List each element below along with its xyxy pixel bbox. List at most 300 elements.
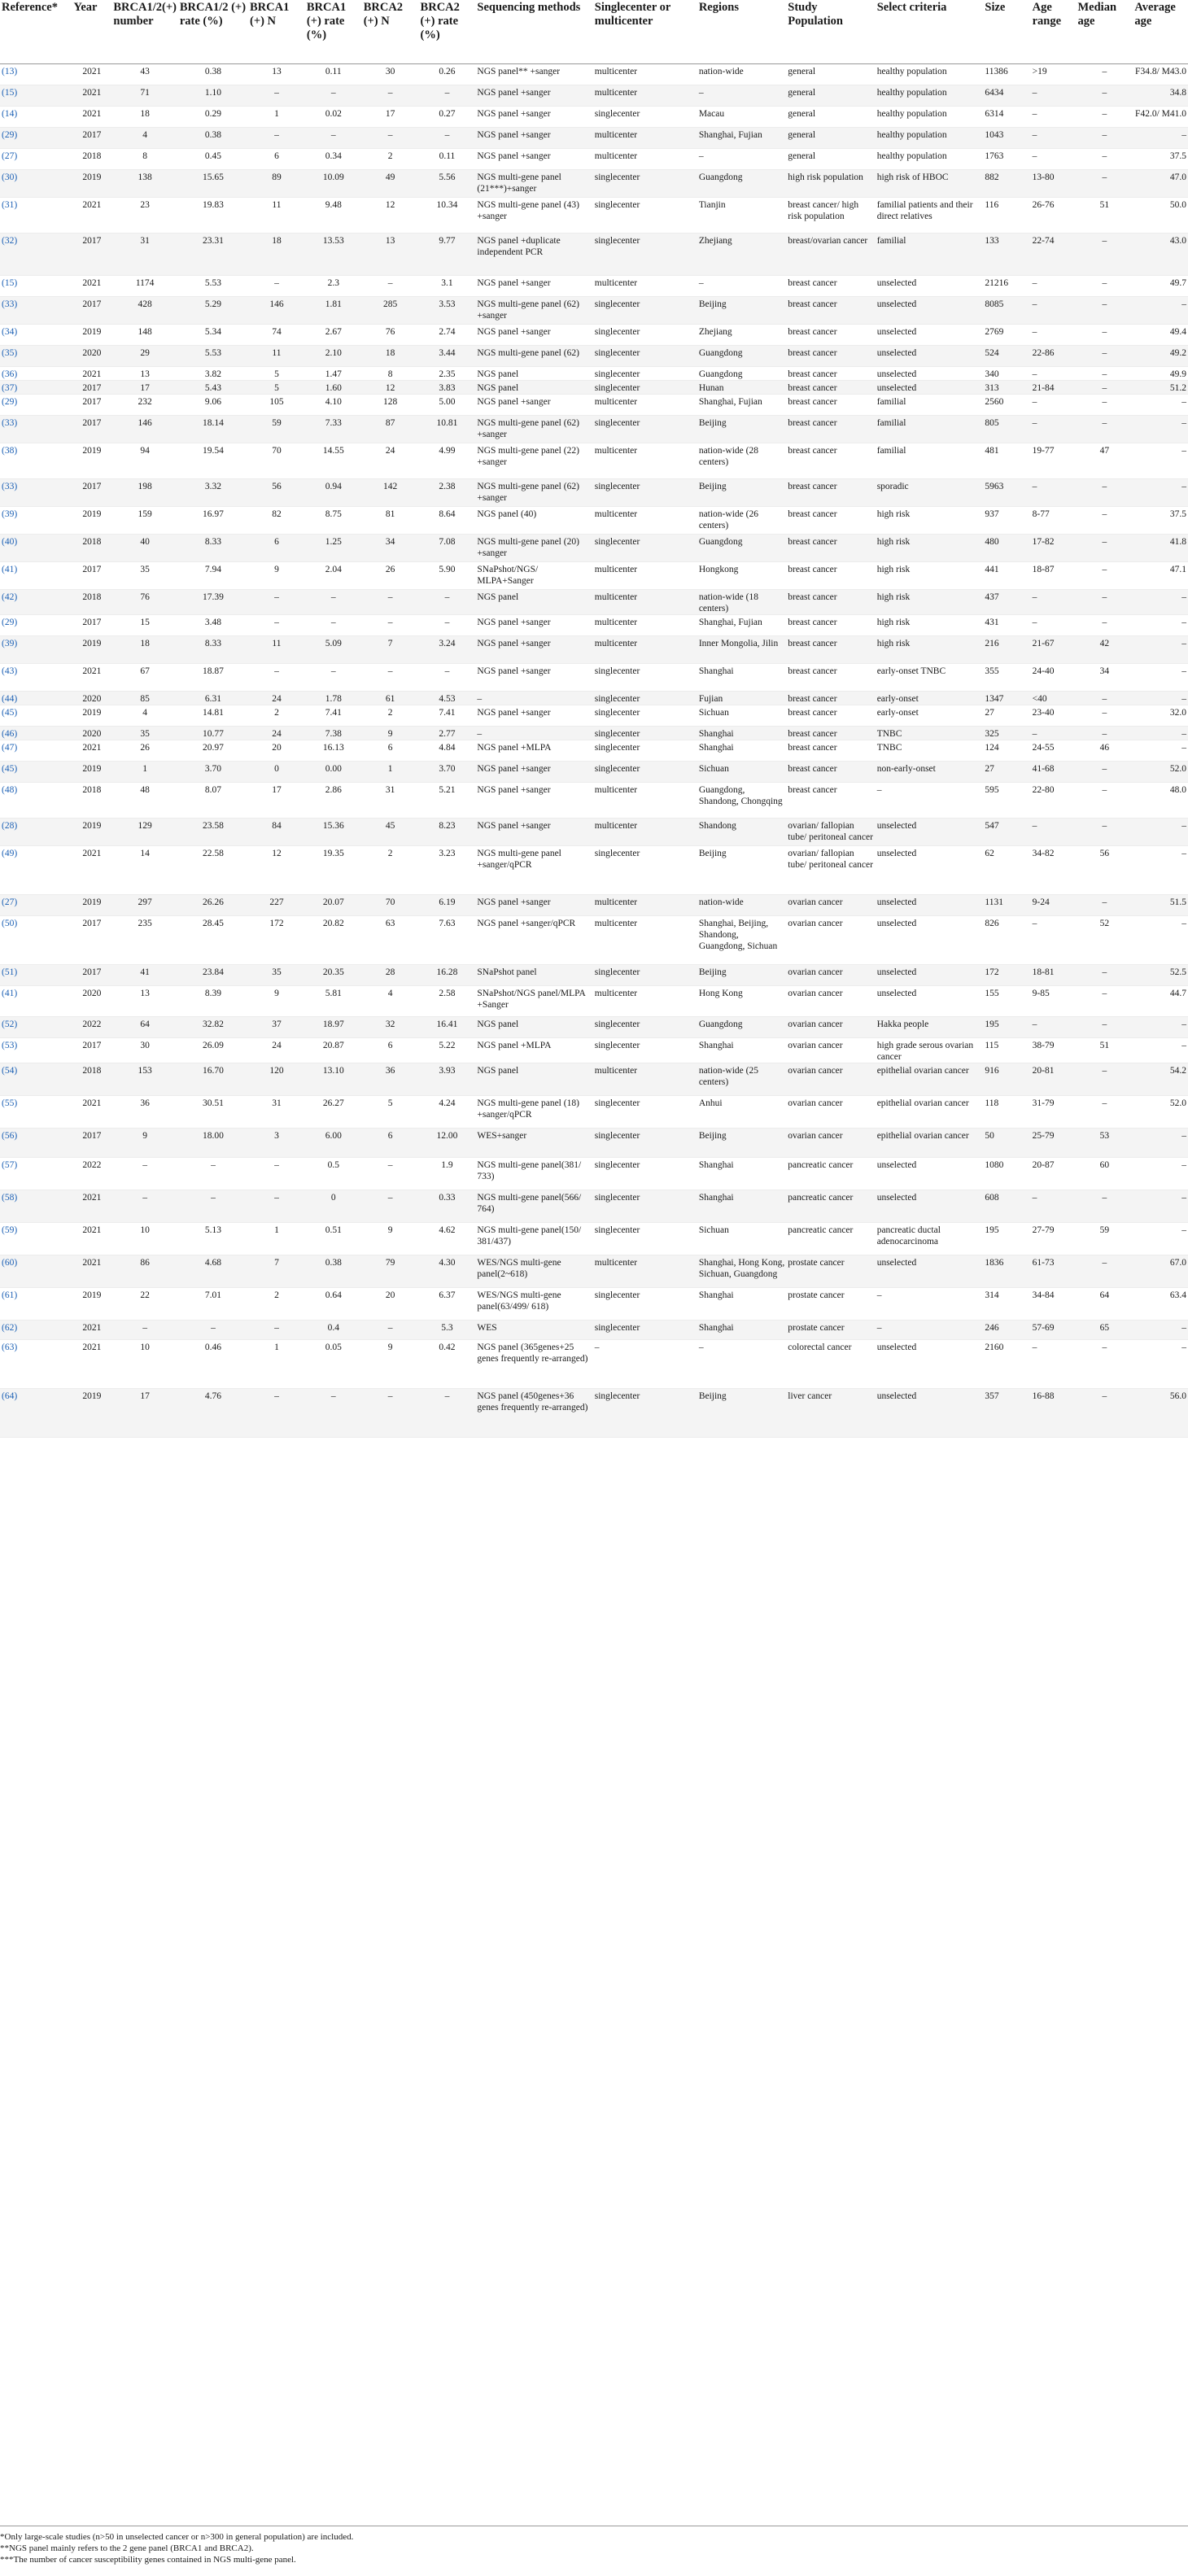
cell-reference-link[interactable]: (56) [0,1128,72,1157]
cell-reference-link[interactable]: (45) [0,761,72,782]
cell-brca1-rate: 1.78 [305,691,362,705]
cell-reference-link[interactable]: (27) [0,894,72,915]
cell-sequencing-method: NGS panel +sanger [475,394,592,415]
cell-region: Anhui [697,1095,786,1128]
cell-study-population: breast cancer [786,345,875,366]
cell-center-type: singlecenter [593,233,697,275]
cell-reference-link[interactable]: (39) [0,635,72,663]
cell-center-type: singlecenter [593,964,697,985]
table-row [0,506,1188,534]
cell-brca2-n: 12 [362,380,419,394]
cell-age-range: – [1031,324,1077,345]
cell-median-age: – [1076,169,1133,197]
cell-brca2-rate: 4.62 [419,1222,476,1255]
cell-brca12-rate: 3.82 [178,366,248,380]
cell-reference-link[interactable]: (32) [0,233,72,275]
cell-reference-link[interactable]: (33) [0,478,72,506]
cell-brca12-rate: 18.14 [178,415,248,443]
cell-size: 805 [983,415,1030,443]
cell-sequencing-method: NGS panel [475,589,592,614]
cell-reference-link[interactable]: (54) [0,1063,72,1095]
cell-reference-link[interactable]: (29) [0,614,72,635]
cell-size: 6434 [983,85,1030,106]
cell-study-population: breast cancer [786,415,875,443]
cell-average-age: – [1133,726,1188,740]
cell-median-age: – [1076,366,1133,380]
cell-brca1-n: 20 [248,740,305,761]
cell-average-age: 49.4 [1133,324,1188,345]
table-row [0,296,1188,324]
cell-brca12-rate: 8.33 [178,534,248,561]
cell-reference-link[interactable]: (44) [0,691,72,705]
cell-sequencing-method: NGS multi-gene panel +sanger/qPCR [475,845,592,894]
cell-brca1-rate: – [305,614,362,635]
cell-brca2-rate: 16.41 [419,1016,476,1037]
cell-age-range: <40 [1031,691,1077,705]
cell-brca2-n: – [362,1190,419,1222]
cell-age-range: – [1031,589,1077,614]
cell-brca12-number: 17 [111,1388,177,1437]
cell-sequencing-method: NGS panel** +sanger [475,63,592,85]
cell-year: 2021 [72,740,111,761]
cell-brca1-n: 2 [248,705,305,726]
header-brca2-rate: BRCA2 (+) rate (%) [419,0,476,63]
cell-year: 2019 [72,1388,111,1437]
cell-center-type: multicenter [593,394,697,415]
cell-average-age: – [1133,635,1188,663]
cell-region: Shanghai [697,1287,786,1320]
cell-brca2-rate: – [419,1388,476,1437]
cell-year: 2017 [72,1128,111,1157]
cell-sequencing-method: NGS multi-gene panel (62) +sanger [475,296,592,324]
cell-reference-link[interactable]: (53) [0,1037,72,1063]
cell-average-age: 67.0 [1133,1255,1188,1287]
cell-age-range: 57-69 [1031,1320,1077,1339]
cell-brca12-number: – [111,1157,177,1190]
cell-center-type: multicenter [593,635,697,663]
cell-study-population: colorectal cancer [786,1339,875,1388]
cell-sequencing-method: NGS panel (40) [475,506,592,534]
cell-year: 2017 [72,1037,111,1063]
cell-study-population: pancreatic cancer [786,1222,875,1255]
cell-brca2-n: – [362,614,419,635]
cell-brca1-n: 9 [248,561,305,589]
cell-sequencing-method: NGS panel +MLPA [475,740,592,761]
cell-size: 172 [983,964,1030,985]
cell-center-type: multicenter [593,614,697,635]
cell-reference-link[interactable]: (61) [0,1287,72,1320]
cell-center-type: multicenter [593,443,697,478]
cell-reference-link[interactable]: (47) [0,740,72,761]
cell-center-type: singlecenter [593,1190,697,1222]
table-row [0,894,1188,915]
cell-age-range: – [1031,106,1077,127]
cell-brca12-rate: 23.58 [178,818,248,845]
cell-study-population: prostate cancer [786,1287,875,1320]
cell-region: Beijing [697,415,786,443]
cell-sequencing-method: NGS panel +sanger [475,127,592,148]
cell-brca1-n: 120 [248,1063,305,1095]
cell-sequencing-method: WES [475,1320,592,1339]
cell-center-type: singlecenter [593,380,697,394]
table-row [0,589,1188,614]
cell-reference-link[interactable]: (29) [0,394,72,415]
cell-brca2-n: – [362,663,419,691]
cell-center-type: singlecenter [593,415,697,443]
cell-size: 5963 [983,478,1030,506]
cell-brca1-n: 13 [248,63,305,85]
cell-median-age: – [1076,726,1133,740]
cell-select-criteria: epithelial ovarian cancer [876,1095,984,1128]
cell-median-age: 42 [1076,635,1133,663]
cell-average-age: 50.0 [1133,197,1188,233]
cell-reference-link[interactable]: (50) [0,915,72,964]
cell-reference-link[interactable]: (38) [0,443,72,478]
cell-reference-link[interactable]: (27) [0,148,72,169]
cell-size: 608 [983,1190,1030,1222]
cell-brca1-n: – [248,275,305,296]
cell-sequencing-method: NGS panel +sanger [475,275,592,296]
cell-age-range: 27-79 [1031,1222,1077,1255]
cell-brca12-number: 153 [111,1063,177,1095]
cell-brca12-number: 8 [111,148,177,169]
cell-reference-link[interactable]: (42) [0,589,72,614]
cell-region: Shanghai, Beijing, Shandong, Guangdong, Sichuan [697,915,786,964]
cell-median-age: – [1076,589,1133,614]
header-regions: Regions [697,0,786,63]
cell-age-range: 8-77 [1031,506,1077,534]
cell-brca2-rate: 4.99 [419,443,476,478]
cell-select-criteria: unselected [876,985,984,1016]
cell-center-type: singlecenter [593,296,697,324]
cell-region: Shandong [697,818,786,845]
cell-sequencing-method: NGS panel +sanger [475,663,592,691]
cell-brca1-n: 6 [248,148,305,169]
cell-reference-link[interactable]: (37) [0,380,72,394]
cell-reference-link[interactable]: (39) [0,506,72,534]
cell-select-criteria: – [876,782,984,818]
cell-sequencing-method: NGS panel +sanger/qPCR [475,915,592,964]
cell-size: 441 [983,561,1030,589]
table-row [0,148,1188,169]
cell-select-criteria: sporadic [876,478,984,506]
cell-brca12-rate: 8.07 [178,782,248,818]
cell-age-range: 26-76 [1031,197,1077,233]
cell-reference-link[interactable]: (15) [0,85,72,106]
cell-median-age: – [1076,127,1133,148]
cell-reference-link[interactable]: (31) [0,197,72,233]
cell-brca1-n: – [248,589,305,614]
cell-select-criteria: familial patients and their direct relatives [876,197,984,233]
cell-reference-link[interactable]: (43) [0,663,72,691]
cell-size: 27 [983,761,1030,782]
cell-reference-link[interactable]: (55) [0,1095,72,1128]
cell-year: 2017 [72,614,111,635]
cell-region: nation-wide (26 centers) [697,506,786,534]
cell-average-age: F34.8/ M43.0 [1133,63,1188,85]
cell-reference-link[interactable]: (57) [0,1157,72,1190]
cell-reference-link[interactable]: (28) [0,818,72,845]
cell-brca2-n: 28 [362,964,419,985]
table-row [0,478,1188,506]
cell-median-age: 53 [1076,1128,1133,1157]
cell-region: nation-wide (18 centers) [697,589,786,614]
cell-reference-link[interactable]: (29) [0,127,72,148]
cell-age-range: 34-84 [1031,1287,1077,1320]
cell-center-type: multicenter [593,894,697,915]
cell-select-criteria: unselected [876,1190,984,1222]
cell-center-type: multicenter [593,127,697,148]
cell-reference-link[interactable]: (35) [0,345,72,366]
cell-reference-link[interactable]: (49) [0,845,72,894]
cell-year: 2017 [72,478,111,506]
cell-year: 2021 [72,845,111,894]
cell-brca12-rate: 3.32 [178,478,248,506]
cell-brca1-rate: 2.86 [305,782,362,818]
cell-brca2-n: – [362,127,419,148]
cell-sequencing-method: NGS panel +sanger [475,705,592,726]
cell-year: 2019 [72,1287,111,1320]
cell-average-age: – [1133,443,1188,478]
cell-year: 2017 [72,415,111,443]
cell-center-type: singlecenter [593,740,697,761]
cell-region: Guangdong [697,534,786,561]
cell-brca12-number: 148 [111,324,177,345]
cell-median-age: 65 [1076,1320,1133,1339]
cell-average-age: 47.0 [1133,169,1188,197]
table-row [0,1222,1188,1255]
cell-study-population: general [786,148,875,169]
cell-brca2-n: 18 [362,345,419,366]
cell-brca2-rate: 5.22 [419,1037,476,1063]
table-row [0,106,1188,127]
cell-brca12-rate: – [178,1320,248,1339]
cell-reference-link[interactable]: (34) [0,324,72,345]
cell-brca1-rate: – [305,127,362,148]
cell-study-population: breast cancer [786,506,875,534]
cell-reference-link[interactable]: (63) [0,1339,72,1388]
cell-reference-link[interactable]: (41) [0,561,72,589]
cell-brca12-rate: 1.10 [178,85,248,106]
table-row [0,1037,1188,1063]
cell-size: 124 [983,740,1030,761]
cell-brca2-rate: 0.33 [419,1190,476,1222]
cell-size: 6314 [983,106,1030,127]
cell-brca2-n: – [362,1320,419,1339]
cell-center-type: multicenter [593,1063,697,1095]
cell-average-age: – [1133,1128,1188,1157]
table-row [0,1339,1188,1388]
cell-region: Beijing [697,296,786,324]
cell-reference-link[interactable]: (14) [0,106,72,127]
cell-brca12-rate: 7.94 [178,561,248,589]
cell-average-age: – [1133,1157,1188,1190]
cell-brca12-rate: – [178,1190,248,1222]
cell-reference-link[interactable]: (48) [0,782,72,818]
cell-reference-link[interactable]: (46) [0,726,72,740]
cell-brca12-number: 41 [111,964,177,985]
cell-brca12-number: 17 [111,380,177,394]
cell-reference-link[interactable]: (60) [0,1255,72,1287]
cell-average-age: 32.0 [1133,705,1188,726]
cell-center-type: singlecenter [593,761,697,782]
cell-region: nation-wide (25 centers) [697,1063,786,1095]
cell-reference-link[interactable]: (45) [0,705,72,726]
cell-brca2-n: 31 [362,782,419,818]
header-size: Size [983,0,1030,63]
cell-brca1-rate: 20.82 [305,915,362,964]
cell-brca12-rate: 3.48 [178,614,248,635]
cell-sequencing-method: – [475,726,592,740]
cell-center-type: singlecenter [593,1128,697,1157]
cell-average-age: F42.0/ M41.0 [1133,106,1188,127]
cell-brca2-n: 70 [362,894,419,915]
cell-brca12-number: 428 [111,296,177,324]
cell-region: Hongkong [697,561,786,589]
cell-brca2-n: 63 [362,915,419,964]
cell-brca2-rate: – [419,589,476,614]
table-row [0,534,1188,561]
cell-brca12-number: 94 [111,443,177,478]
cell-study-population: ovarian cancer [786,1063,875,1095]
table-row [0,1190,1188,1222]
cell-region: Sichuan [697,761,786,782]
cell-region: Shanghai, Fujian [697,614,786,635]
cell-size: 431 [983,614,1030,635]
cell-brca12-rate: 10.77 [178,726,248,740]
cell-reference-link[interactable]: (30) [0,169,72,197]
cell-brca1-rate: – [305,663,362,691]
cell-brca12-number: 26 [111,740,177,761]
cell-brca1-n: – [248,1388,305,1437]
cell-center-type: singlecenter [593,366,697,380]
cell-brca2-n: 142 [362,478,419,506]
cell-brca12-number: 297 [111,894,177,915]
cell-size: 437 [983,589,1030,614]
cell-sequencing-method: WES+sanger [475,1128,592,1157]
cell-reference-link[interactable]: (41) [0,985,72,1016]
cell-select-criteria: unselected [876,380,984,394]
cell-brca12-number: 138 [111,169,177,197]
cell-median-age: – [1076,1095,1133,1128]
cell-brca12-number: 29 [111,345,177,366]
cell-brca12-rate: 16.70 [178,1063,248,1095]
cell-brca12-rate: 0.38 [178,63,248,85]
cell-reference-link[interactable]: (33) [0,296,72,324]
table-row [0,614,1188,635]
cell-median-age: – [1076,233,1133,275]
cell-study-population: breast cancer [786,380,875,394]
cell-brca1-n: 11 [248,635,305,663]
cell-age-range: – [1031,915,1077,964]
cell-brca12-rate: 18.87 [178,663,248,691]
cell-median-age: – [1076,614,1133,635]
cell-brca12-number: 13 [111,985,177,1016]
cell-age-range: – [1031,726,1077,740]
table-row [0,818,1188,845]
cell-reference-link[interactable]: (59) [0,1222,72,1255]
cell-reference-link[interactable]: (62) [0,1320,72,1339]
cell-region: Tianjin [697,197,786,233]
cell-brca2-rate: 3.44 [419,345,476,366]
cell-sequencing-method: NGS panel [475,1063,592,1095]
cell-year: 2021 [72,197,111,233]
cell-brca12-number: – [111,1320,177,1339]
table-row [0,761,1188,782]
cell-brca2-rate: 5.90 [419,561,476,589]
cell-brca2-n: 24 [362,443,419,478]
cell-brca1-rate: 0.38 [305,1255,362,1287]
cell-reference-link[interactable]: (58) [0,1190,72,1222]
cell-age-range: – [1031,614,1077,635]
cell-study-population: breast cancer [786,691,875,705]
cell-region: Sichuan [697,705,786,726]
cell-year: 2017 [72,561,111,589]
footnote: ***The number of cancer susceptibility genes contained in NGS multi-gene panel. [0,2555,296,2565]
cell-study-population: breast cancer [786,534,875,561]
cell-age-range: 9-24 [1031,894,1077,915]
cell-brca1-rate: 26.27 [305,1095,362,1128]
cell-reference-link[interactable]: (36) [0,366,72,380]
cell-average-age: 44.7 [1133,985,1188,1016]
cell-reference-link[interactable]: (51) [0,964,72,985]
cell-study-population: pancreatic cancer [786,1190,875,1222]
cell-median-age: – [1076,705,1133,726]
cell-brca12-number: 31 [111,233,177,275]
cell-reference-link[interactable]: (40) [0,534,72,561]
cell-region: nation-wide (28 centers) [697,443,786,478]
table-row [0,1255,1188,1287]
cell-brca12-number: 64 [111,1016,177,1037]
cell-year: 2019 [72,324,111,345]
cell-average-age: 37.5 [1133,506,1188,534]
cell-brca2-rate: – [419,614,476,635]
cell-reference-link[interactable]: (13) [0,63,72,85]
cell-brca2-n: 2 [362,148,419,169]
cell-median-age: – [1076,345,1133,366]
cell-reference-link[interactable]: (15) [0,275,72,296]
cell-brca12-rate: 6.31 [178,691,248,705]
cell-brca2-n: 34 [362,534,419,561]
cell-brca2-n: 7 [362,635,419,663]
cell-size: 155 [983,985,1030,1016]
cell-average-age: 49.9 [1133,366,1188,380]
cell-reference-link[interactable]: (33) [0,415,72,443]
cell-year: 2019 [72,761,111,782]
cell-brca2-rate: – [419,663,476,691]
cell-center-type: singlecenter [593,1157,697,1190]
cell-median-age: – [1076,296,1133,324]
cell-center-type: singlecenter [593,1287,697,1320]
cell-study-population: breast cancer [786,726,875,740]
cell-sequencing-method: WES/NGS multi-gene panel(63/499/ 618) [475,1287,592,1320]
cell-study-population: breast cancer [786,296,875,324]
cell-reference-link[interactable]: (64) [0,1388,72,1437]
cell-year: 2019 [72,169,111,197]
cell-average-age: 52.5 [1133,964,1188,985]
cell-year: 2019 [72,818,111,845]
cell-size: 8085 [983,296,1030,324]
cell-brca2-rate: 1.9 [419,1157,476,1190]
table-row [0,233,1188,275]
cell-region: Shanghai [697,740,786,761]
cell-brca2-rate: 3.83 [419,380,476,394]
cell-age-range: – [1031,818,1077,845]
cell-brca1-n: 18 [248,233,305,275]
cell-reference-link[interactable]: (52) [0,1016,72,1037]
cell-year: 2021 [72,1190,111,1222]
cell-sequencing-method: NGS multi-gene panel (18) +sanger/qPCR [475,1095,592,1128]
